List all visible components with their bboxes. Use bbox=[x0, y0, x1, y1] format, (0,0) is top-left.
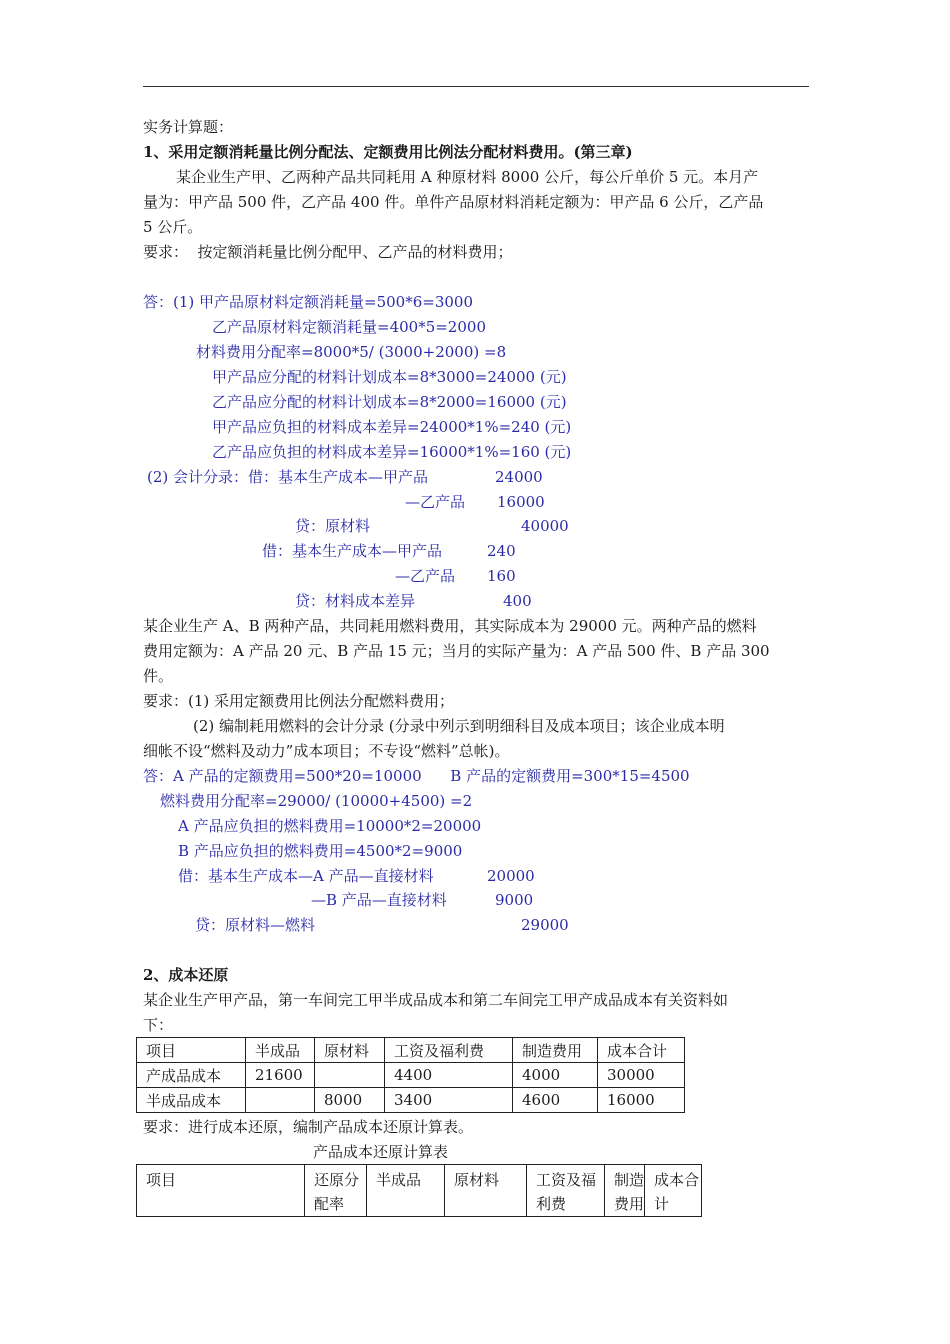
answer2-line: 燃料费用分配率=29000/ (10000+4500) =2 bbox=[160, 792, 473, 810]
entry1-label: 贷：材料成本差异 bbox=[295, 592, 416, 610]
answer2-line: B 产品应负担的燃料费用=4500*2=9000 bbox=[178, 842, 463, 860]
table-cell: 8000 bbox=[315, 1088, 385, 1113]
answer2-line: 答：A 产品的定额费用=500*20=10000 B 产品的定额费用=300*15=4500 bbox=[143, 767, 690, 785]
table-row bbox=[137, 1063, 685, 1088]
section2-requirement: 要求：进行成本还原，编制产品成本还原计算表。 bbox=[143, 1118, 474, 1136]
section2-title: 2、成本还原 bbox=[143, 966, 229, 984]
problem1-requirement: 要求： 按定额消耗量比例分配甲、乙产品的材料费用； bbox=[143, 243, 513, 261]
entry2-amount: 29000 bbox=[521, 916, 569, 934]
table-row bbox=[137, 1088, 685, 1113]
entry1-label: (2) 会计分录：借：基本生产成本—甲产品 bbox=[147, 468, 429, 486]
problem2-line: 费用定额为：A 产品 20 元、B 产品 15 元；当月的实际产量为：A 产品 500 件、B 产品 300 bbox=[143, 642, 770, 660]
section2-line: 下： bbox=[143, 1016, 174, 1034]
top-rule bbox=[143, 86, 809, 87]
table-header-cell: 原材料 bbox=[315, 1038, 385, 1063]
table-cell bbox=[246, 1088, 315, 1113]
table-header-cell: 制造费用 bbox=[513, 1038, 598, 1063]
answer1-line: 材料费用分配率=8000*5/ (3000+2000) =8 bbox=[196, 343, 507, 361]
table-cell: 16000 bbox=[598, 1088, 685, 1113]
table-header-cell: 项目 bbox=[137, 1165, 305, 1217]
entry2-amount: 9000 bbox=[495, 891, 534, 909]
problem1-line: 5 公斤。 bbox=[143, 218, 203, 236]
entry1-amount: 160 bbox=[487, 567, 516, 585]
table-cell: 30000 bbox=[598, 1063, 685, 1088]
problem2-requirement: (2) 编制耗用燃料的会计分录 (分录中列示到明细科目及成本项目；该企业成本明 bbox=[193, 717, 725, 735]
table-cell: 4400 bbox=[385, 1063, 513, 1088]
entry1-amount: 40000 bbox=[521, 517, 569, 535]
entry1-label: 贷：原材料 bbox=[295, 517, 371, 535]
cost-restoration-table bbox=[136, 1164, 702, 1217]
entry2-label: 贷：原材料—燃料 bbox=[195, 916, 316, 934]
table-header-cell: 工资及福利费 bbox=[527, 1165, 605, 1217]
entry1-label: 借：基本生产成本—甲产品 bbox=[262, 542, 443, 560]
problem2-line: 件。 bbox=[143, 667, 174, 685]
cost-data-table bbox=[136, 1037, 685, 1113]
entry2-amount: 20000 bbox=[487, 867, 535, 885]
answer1-line: 甲产品应分配的材料计划成本=8*3000=24000 (元) bbox=[212, 368, 567, 386]
answer1-line: 甲产品应负担的材料成本差异=24000*1%=240 (元) bbox=[212, 418, 572, 436]
problem1-line: 量为：甲产品 500 件，乙产品 400 件。单件产品原材料消耗定额为：甲产品 6 公斤，乙产品 bbox=[143, 193, 764, 211]
table-cell: 21600 bbox=[246, 1063, 315, 1088]
table-cell bbox=[315, 1063, 385, 1088]
section1-title: 1、采用定额消耗量比例分配法、定额费用比例法分配材料费用。(第三章) bbox=[143, 143, 633, 161]
problem1-line: 某企业生产甲、乙两种产品共同耗用 A 种原材料 8000 公斤，每公斤单价 5 元。本月产 bbox=[176, 168, 759, 186]
table-header-cell: 项目 bbox=[137, 1038, 246, 1063]
problem2-requirement: 细帐不设“燃料及动力”成本项目；不专设“燃料”总帐)。 bbox=[143, 742, 510, 760]
answer1-line: 乙产品应分配的材料计划成本=8*2000=16000 (元) bbox=[212, 393, 567, 411]
answer1-line: 乙产品原材料定额消耗量=400*5=2000 bbox=[212, 318, 486, 336]
problem2-requirement: 要求：(1) 采用定额费用比例法分配燃料费用； bbox=[143, 692, 455, 710]
answer2-line: A 产品应负担的燃料费用=10000*2=20000 bbox=[178, 817, 482, 835]
table-cell: 产成品成本 bbox=[137, 1063, 246, 1088]
entry2-label: 借：基本生产成本—A 产品—直接材料 bbox=[178, 867, 434, 885]
entry1-amount: 16000 bbox=[497, 493, 545, 511]
table-header-cell: 制造费用 bbox=[605, 1165, 645, 1217]
table-header-cell: 半成品 bbox=[367, 1165, 445, 1217]
entry1-amount: 24000 bbox=[495, 468, 543, 486]
table-cell: 4600 bbox=[513, 1088, 598, 1113]
entry1-label: —乙产品 bbox=[405, 493, 466, 511]
table-header-row bbox=[137, 1165, 702, 1217]
entry1-amount: 240 bbox=[487, 542, 516, 560]
entry2-label: —B 产品—直接材料 bbox=[311, 891, 447, 909]
answer1-line: 乙产品应负担的材料成本差异=16000*1%=160 (元) bbox=[212, 443, 572, 461]
heading: 实务计算题： bbox=[143, 118, 234, 136]
table-header-cell: 还原分配率 bbox=[305, 1165, 367, 1217]
table-header-cell: 原材料 bbox=[445, 1165, 527, 1217]
entry1-label: —乙产品 bbox=[395, 567, 456, 585]
table-cell: 半成品成本 bbox=[137, 1088, 246, 1113]
table-cell: 3400 bbox=[385, 1088, 513, 1113]
answer1-line: 答：(1) 甲产品原材料定额消耗量=500*6=3000 bbox=[143, 293, 474, 311]
table-header-cell: 工资及福利费 bbox=[385, 1038, 513, 1063]
table-header-row bbox=[137, 1038, 685, 1063]
problem2-line: 某企业生产 A、B 两种产品，共同耗用燃料费用，其实际成本为 29000 元。两种产品的燃料 bbox=[143, 617, 757, 635]
table-header-cell: 成本合计 bbox=[645, 1165, 702, 1217]
entry1-amount: 400 bbox=[503, 592, 532, 610]
table-header-cell: 半成品 bbox=[246, 1038, 315, 1063]
table2-title: 产品成本还原计算表 bbox=[313, 1143, 449, 1161]
section2-line: 某企业生产甲产品，第一车间完工甲半成品成本和第二车间完工甲产成品成本有关资料如 bbox=[143, 991, 729, 1009]
table-cell: 4000 bbox=[513, 1063, 598, 1088]
table-header-cell: 成本合计 bbox=[598, 1038, 685, 1063]
